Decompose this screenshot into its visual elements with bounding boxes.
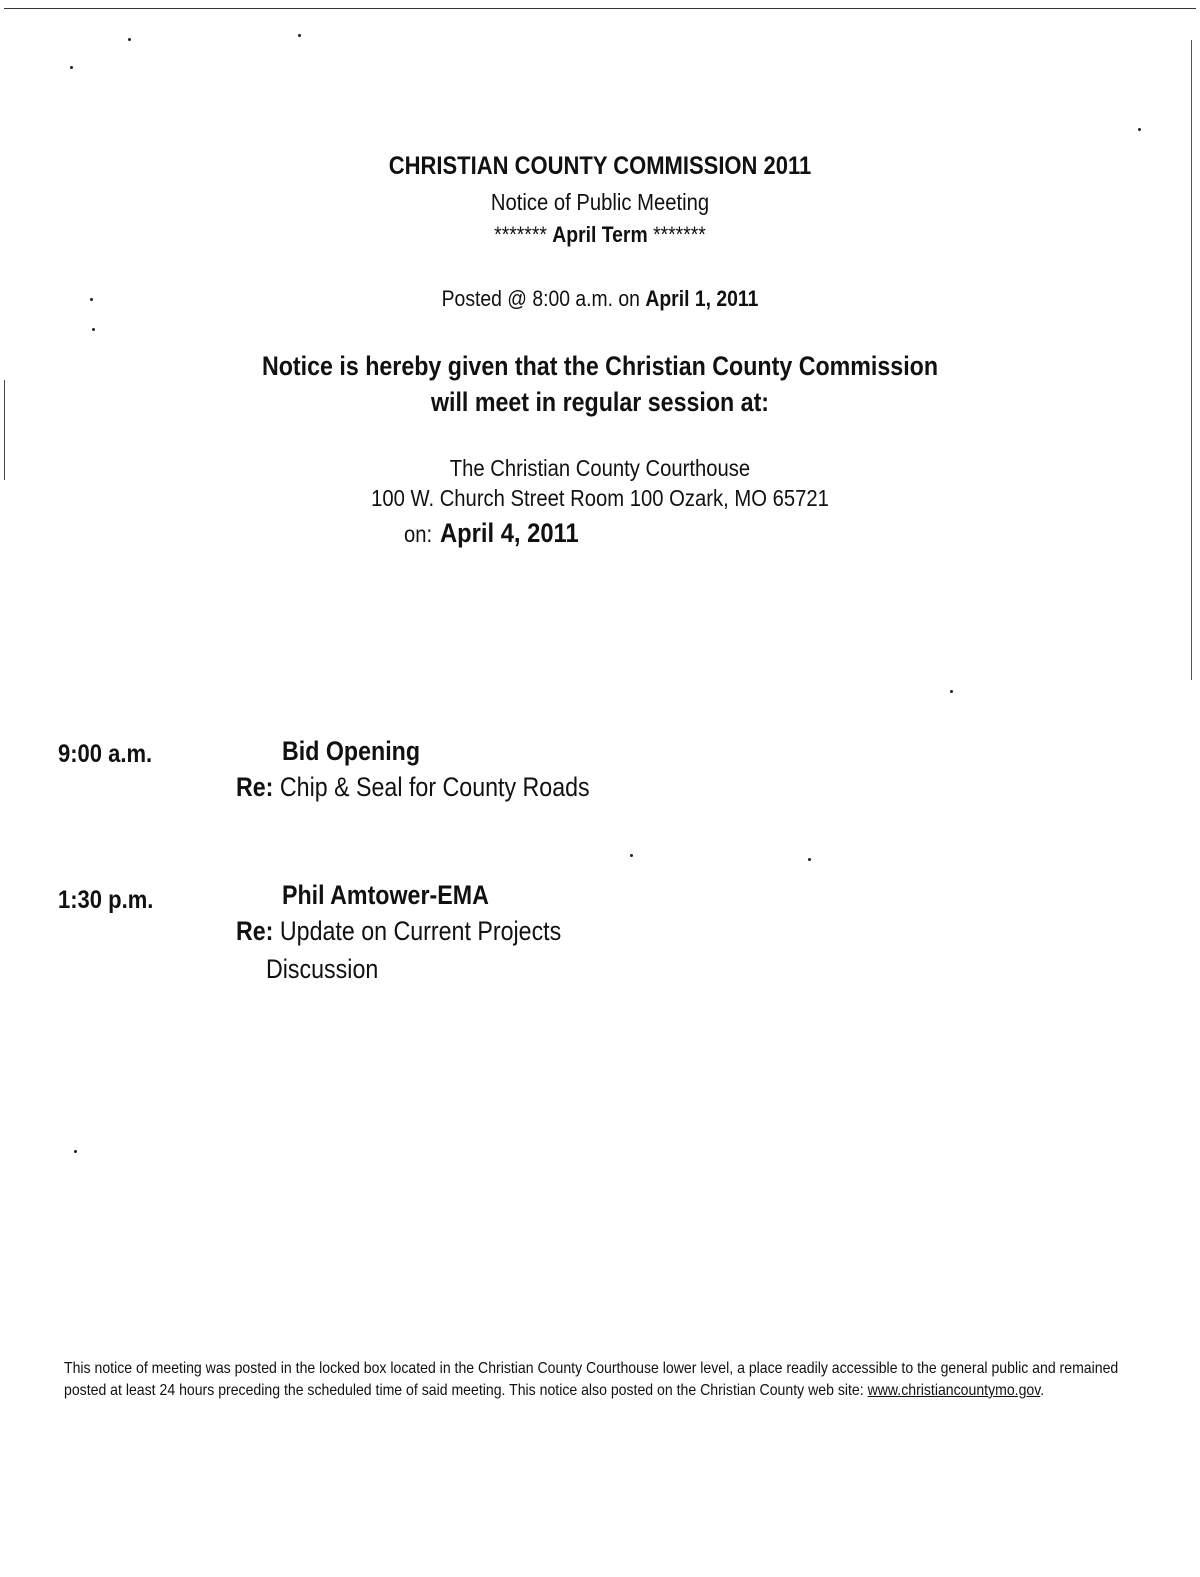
scan-speck: [1138, 128, 1141, 131]
scan-speck: [950, 690, 953, 693]
agenda-extra: Discussion: [266, 954, 379, 984]
venue-address: 100 W. Church Street Room 100 Ozark, MO 65721: [371, 485, 829, 511]
agenda-heading: Bid Opening: [282, 736, 421, 766]
posted-prefix: Posted @ 8:00 a.m. on: [441, 286, 640, 311]
agenda-re-line: [236, 772, 590, 803]
notice-line-1: Notice is hereby given that the Christian County Commission: [261, 351, 939, 381]
footnote-end: .: [1040, 1382, 1045, 1399]
scan-speck: [128, 38, 131, 41]
agenda-time: 1:30 p.m.: [58, 886, 154, 914]
term-stars-left: *******: [494, 222, 547, 247]
agenda-time: 9:00 a.m.: [58, 740, 153, 768]
agenda-re-label: Re:: [236, 916, 274, 946]
scan-speck: [74, 1150, 77, 1153]
county-website-link[interactable]: www.christiancountymo.gov: [867, 1382, 1041, 1399]
scan-speck: [92, 328, 95, 331]
venue-name: The Christian County Courthouse: [449, 455, 751, 481]
agenda-re-text: Chip & Seal for County Roads: [279, 772, 590, 802]
term-line: [72, 222, 1128, 248]
posted-date: April 1, 2011: [645, 286, 759, 311]
meeting-date: April 4, 2011: [439, 518, 579, 548]
document-title: CHRISTIAN COUNTY COMMISSION 2011: [388, 152, 812, 180]
meeting-date-line: [404, 518, 579, 549]
footnote-text: This notice of meeting was posted in the locked box located in the Christian County Courthouse lower level, a place readily accessible to the general public and remained posted at least 24 hours preceding the scheduled time of said meeting. This notice also posted on the Christian County web site:: [64, 1360, 1119, 1399]
scan-edge-top: [4, 8, 1196, 9]
agenda-heading: Phil Amtower-EMA: [282, 880, 489, 910]
agenda-re-label: Re:: [236, 772, 274, 802]
notice-line-2: will meet in regular session at:: [430, 387, 770, 417]
scan-speck: [298, 34, 301, 37]
agenda-re-text: Update on Current Projects: [279, 916, 562, 946]
document-subtitle: Notice of Public Meeting: [490, 189, 710, 215]
meeting-date-label: on:: [404, 521, 433, 547]
agenda-re-line: [236, 916, 561, 947]
posting-footnote: [64, 1358, 1138, 1402]
posted-line: [72, 286, 1128, 312]
scan-speck: [808, 858, 811, 861]
term-name: April Term: [552, 222, 648, 247]
scan-edge-left: [4, 380, 5, 480]
scan-speck: [630, 854, 633, 857]
scan-speck: [70, 66, 73, 69]
scan-edge-right: [1191, 40, 1192, 680]
term-stars-right: *******: [653, 222, 706, 247]
